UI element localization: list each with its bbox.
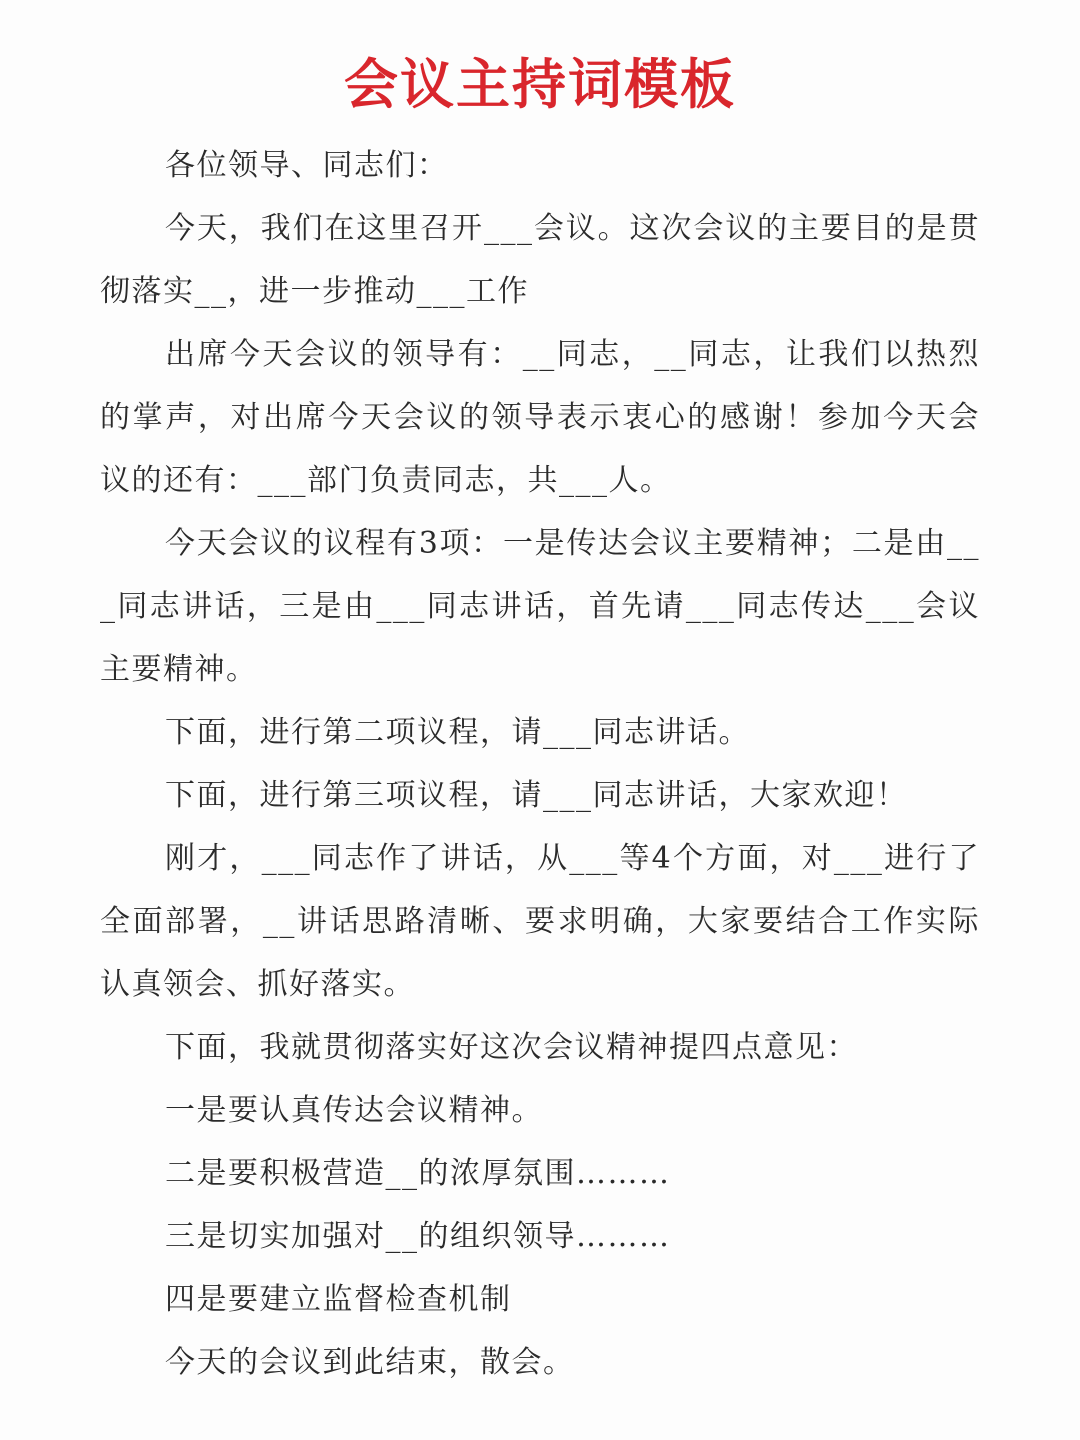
document-title: 会议主持词模板 <box>344 53 736 116</box>
paragraph-opinion-3: 三是切实加强对__的组织领导……… <box>165 1219 671 1254</box>
document-body <box>100 134 980 1394</box>
paragraph-purpose: 今天，我们在这里召开___会议。这次会议的主要目的是贯彻落实__，进一步推动___工作 <box>100 211 980 309</box>
paragraph-second-item: 下面，进行第二项议程，请___同志讲话。 <box>165 715 750 750</box>
paragraph-agenda: 今天会议的议程有3项：一是传达会议主要精神；二是由___同志讲话，三是由___同志讲话，首先请___同志传达___会议主要精神。 <box>100 526 980 687</box>
paragraph-summary: 刚才，___同志作了讲话，从___等4个方面，对___进行了全面部署，__讲话思路清晰、要求明确，大家要结合工作实际认真领会、抓好落实。 <box>100 841 980 1002</box>
paragraph-opinions-intro: 下面，我就贯彻落实好这次会议精神提四点意见： <box>165 1030 858 1065</box>
paragraph-attendees: 出席今天会议的领导有：__同志，__同志，让我们以热烈的掌声，对出席今天会议的领导表示衷心的感谢！参加今天会议的还有：___部门负责同志，共___人。 <box>100 337 980 498</box>
paragraph-opinion-2: 二是要积极营造__的浓厚氛围……… <box>165 1156 671 1191</box>
paragraph-greeting: 各位领导、同志们： <box>165 148 449 183</box>
paragraph-opinion-4: 四是要建立监督检查机制 <box>165 1282 512 1317</box>
paragraph-closing: 今天的会议到此结束，散会。 <box>165 1345 575 1380</box>
paragraph-opinion-1: 一是要认真传达会议精神。 <box>165 1093 543 1128</box>
paragraph-third-item: 下面，进行第三项议程，请___同志讲话，大家欢迎！ <box>165 778 908 813</box>
